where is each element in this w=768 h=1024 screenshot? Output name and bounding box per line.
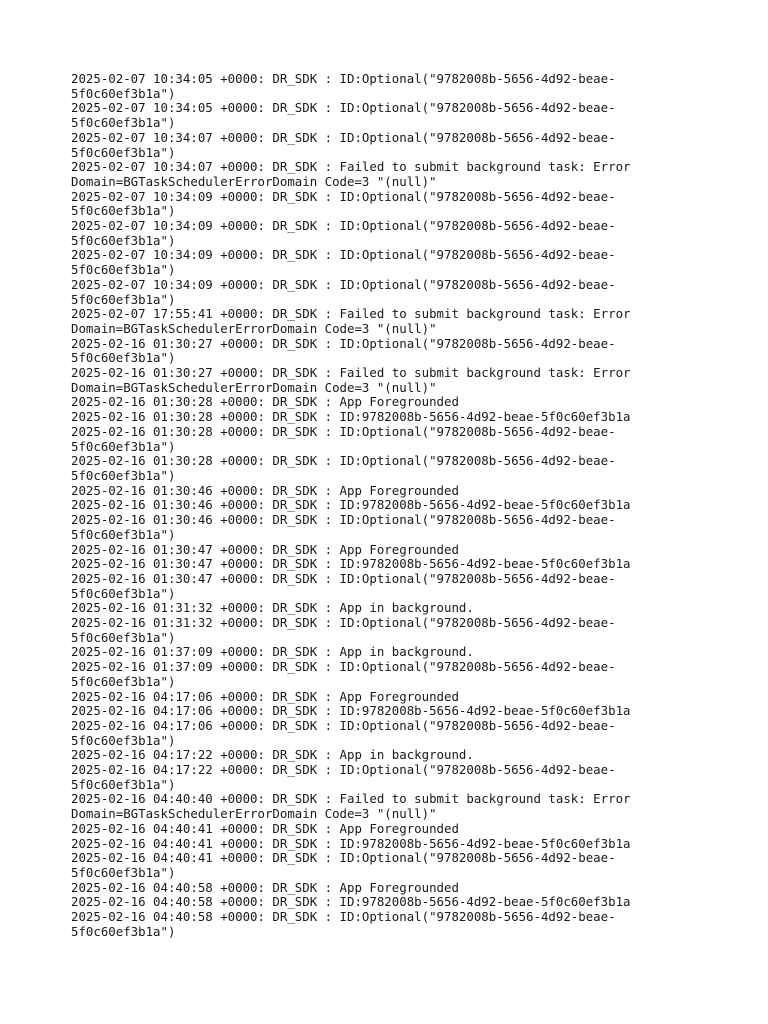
log-line: 2025-02-16 01:37:09 +0000: DR_SDK : App in background. — [71, 644, 474, 660]
log-line: 2025-02-16 01:30:28 +0000: DR_SDK : ID:Optional("9782008b-5656-4d92-beae- — [71, 453, 616, 469]
log-line: 2025-02-16 01:31:32 +0000: DR_SDK : App in background. — [71, 600, 474, 616]
log-line: 5f0c60ef3b1a") — [71, 467, 176, 483]
log-line: 2025-02-16 01:30:47 +0000: DR_SDK : ID:9782008b-5656-4d92-beae-5f0c60ef3b1a — [71, 556, 631, 572]
log-line: 2025-02-16 04:17:22 +0000: DR_SDK : App in background. — [71, 747, 474, 763]
log-line: 2025-02-16 01:30:28 +0000: DR_SDK : App Foregrounded — [71, 394, 459, 410]
log-line: 5f0c60ef3b1a") — [71, 585, 176, 601]
log-line: 2025-02-16 01:31:32 +0000: DR_SDK : ID:Optional("9782008b-5656-4d92-beae- — [71, 615, 616, 631]
log-line: 2025-02-16 04:40:58 +0000: DR_SDK : App Foregrounded — [71, 879, 459, 895]
log-text-block — [71, 72, 711, 939]
log-line: 2025-02-16 04:17:22 +0000: DR_SDK : ID:Optional("9782008b-5656-4d92-beae- — [71, 762, 616, 778]
log-line: 2025-02-16 01:30:28 +0000: DR_SDK : ID:9782008b-5656-4d92-beae-5f0c60ef3b1a — [71, 409, 631, 425]
log-line: 2025-02-16 04:40:58 +0000: DR_SDK : ID:Optional("9782008b-5656-4d92-beae- — [71, 909, 616, 925]
log-line: 2025-02-16 01:30:47 +0000: DR_SDK : App Foregrounded — [71, 541, 459, 557]
log-line: Domain=BGTaskSchedulerErrorDomain Code=3 "(null)" — [71, 379, 437, 395]
log-line: 2025-02-16 01:37:09 +0000: DR_SDK : ID:Optional("9782008b-5656-4d92-beae- — [71, 659, 616, 675]
log-line: 2025-02-16 01:30:47 +0000: DR_SDK : ID:Optional("9782008b-5656-4d92-beae- — [71, 570, 616, 586]
log-line: 2025-02-07 10:34:09 +0000: DR_SDK : ID:Optional("9782008b-5656-4d92-beae- — [71, 247, 616, 263]
log-line: 5f0c60ef3b1a") — [71, 629, 176, 645]
log-line: 5f0c60ef3b1a") — [71, 262, 176, 278]
log-line: 2025-02-16 01:30:46 +0000: DR_SDK : App Foregrounded — [71, 482, 459, 498]
log-line: 2025-02-07 10:34:05 +0000: DR_SDK : ID:Optional("9782008b-5656-4d92-beae- — [71, 100, 616, 116]
log-line: 5f0c60ef3b1a") — [71, 350, 176, 366]
log-line: 2025-02-16 01:30:28 +0000: DR_SDK : ID:Optional("9782008b-5656-4d92-beae- — [71, 423, 616, 439]
log-line: 2025-02-16 04:40:41 +0000: DR_SDK : ID:Optional("9782008b-5656-4d92-beae- — [71, 850, 616, 866]
log-line: 2025-02-16 04:40:41 +0000: DR_SDK : App Foregrounded — [71, 820, 459, 836]
log-line: 5f0c60ef3b1a") — [71, 776, 176, 792]
log-line: 2025-02-07 17:55:41 +0000: DR_SDK : Failed to submit background task: Error — [71, 306, 631, 322]
log-line: 2025-02-16 04:17:06 +0000: DR_SDK : ID:Optional("9782008b-5656-4d92-beae- — [71, 717, 616, 733]
log-line: 2025-02-07 10:34:09 +0000: DR_SDK : ID:Optional("9782008b-5656-4d92-beae- — [71, 276, 616, 292]
log-line: 2025-02-07 10:34:07 +0000: DR_SDK : ID:Optional("9782008b-5656-4d92-beae- — [71, 129, 616, 145]
log-line: 5f0c60ef3b1a") — [71, 923, 176, 939]
log-line: 2025-02-07 10:34:09 +0000: DR_SDK : ID:Optional("9782008b-5656-4d92-beae- — [71, 188, 616, 204]
log-line: 5f0c60ef3b1a") — [71, 291, 176, 307]
log-line: 5f0c60ef3b1a") — [71, 203, 176, 219]
log-line: 2025-02-16 01:30:27 +0000: DR_SDK : ID:Optional("9782008b-5656-4d92-beae- — [71, 335, 616, 351]
log-line: Domain=BGTaskSchedulerErrorDomain Code=3 "(null)" — [71, 173, 437, 189]
log-line: 5f0c60ef3b1a") — [71, 115, 176, 131]
log-line: 2025-02-07 10:34:07 +0000: DR_SDK : Failed to submit background task: Error — [71, 159, 631, 175]
log-line: 5f0c60ef3b1a") — [71, 85, 176, 101]
log-line: 2025-02-16 04:40:41 +0000: DR_SDK : ID:9782008b-5656-4d92-beae-5f0c60ef3b1a — [71, 835, 631, 851]
log-line: 2025-02-16 04:40:58 +0000: DR_SDK : ID:9782008b-5656-4d92-beae-5f0c60ef3b1a — [71, 894, 631, 910]
log-line: 5f0c60ef3b1a") — [71, 438, 176, 454]
log-line: 2025-02-07 10:34:09 +0000: DR_SDK : ID:Optional("9782008b-5656-4d92-beae- — [71, 218, 616, 234]
log-line: 5f0c60ef3b1a") — [71, 673, 176, 689]
log-line: 2025-02-07 10:34:05 +0000: DR_SDK : ID:Optional("9782008b-5656-4d92-beae- — [71, 71, 616, 86]
log-line: 2025-02-16 04:17:06 +0000: DR_SDK : App Foregrounded — [71, 688, 459, 704]
log-line: 5f0c60ef3b1a") — [71, 526, 176, 542]
log-line: 5f0c60ef3b1a") — [71, 864, 176, 880]
log-line: 2025-02-16 04:17:06 +0000: DR_SDK : ID:9782008b-5656-4d92-beae-5f0c60ef3b1a — [71, 703, 631, 719]
log-line: 5f0c60ef3b1a") — [71, 232, 176, 248]
log-line: Domain=BGTaskSchedulerErrorDomain Code=3 "(null)" — [71, 806, 437, 822]
log-line: Domain=BGTaskSchedulerErrorDomain Code=3 "(null)" — [71, 320, 437, 336]
log-line: 2025-02-16 04:40:40 +0000: DR_SDK : Failed to submit background task: Error — [71, 791, 631, 807]
log-line: 5f0c60ef3b1a") — [71, 144, 176, 160]
log-line: 2025-02-16 01:30:46 +0000: DR_SDK : ID:9782008b-5656-4d92-beae-5f0c60ef3b1a — [71, 497, 631, 513]
log-line: 2025-02-16 01:30:46 +0000: DR_SDK : ID:Optional("9782008b-5656-4d92-beae- — [71, 512, 616, 528]
log-line: 5f0c60ef3b1a") — [71, 732, 176, 748]
log-line: 2025-02-16 01:30:27 +0000: DR_SDK : Failed to submit background task: Error — [71, 365, 631, 381]
